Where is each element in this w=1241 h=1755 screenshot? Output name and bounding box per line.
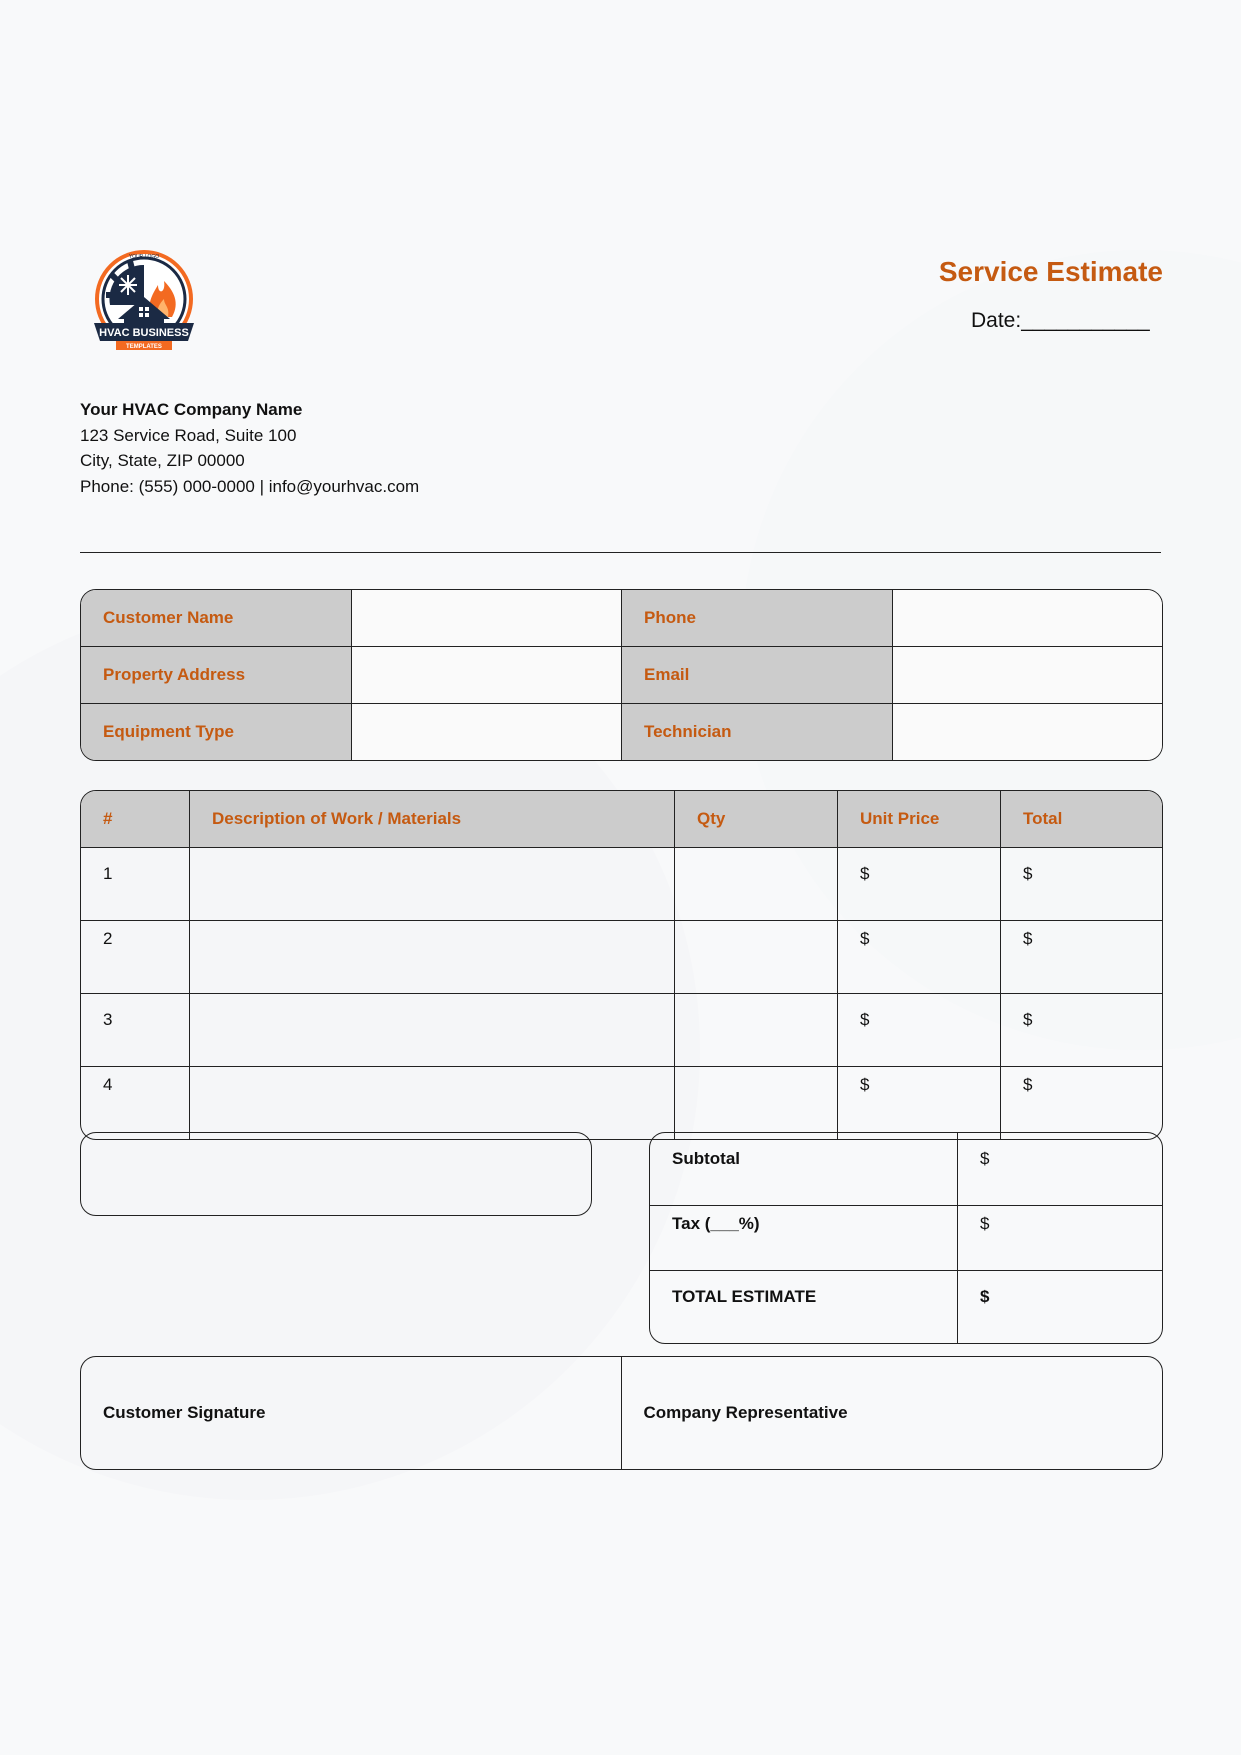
grand-total-value[interactable]: $ — [980, 1287, 990, 1306]
header-number: # — [81, 791, 190, 848]
header-description: Description of Work / Materials — [190, 791, 675, 848]
header-qty: Qty — [675, 791, 838, 848]
qty-cell[interactable] — [675, 994, 838, 1067]
document-title: Service Estimate — [938, 256, 1163, 287]
info-row — [81, 704, 1162, 760]
info-row — [81, 647, 1162, 704]
unit-price-cell[interactable]: $ — [838, 921, 1001, 994]
grand-total-label: TOTAL ESTIMATE — [650, 1271, 958, 1343]
info-row — [81, 590, 1162, 647]
totals-table — [649, 1132, 1163, 1344]
header-divider — [80, 552, 1161, 553]
grand-total-row — [650, 1271, 1162, 1343]
table-row — [81, 921, 1162, 994]
equipment-type-field[interactable] — [352, 704, 622, 760]
company-address-line-1: 123 Service Road, Suite 100 — [80, 425, 297, 445]
subtotal-row — [650, 1133, 1162, 1206]
customer-name-field[interactable] — [352, 590, 622, 647]
date-field[interactable]: Date:___________ — [971, 309, 1150, 332]
table-row — [81, 848, 1162, 921]
company-block — [80, 397, 419, 499]
phone-field[interactable] — [893, 590, 1162, 647]
row-number: 4 — [81, 1067, 190, 1139]
unit-price-cell[interactable]: $ — [838, 848, 1001, 921]
qty-cell[interactable] — [675, 921, 838, 994]
description-cell[interactable] — [190, 848, 675, 921]
unit-price-cell[interactable]: $ — [838, 1067, 1001, 1139]
items-header-row — [81, 791, 1162, 848]
signature-row — [81, 1357, 1162, 1469]
customer-signature-field[interactable]: Customer Signature — [81, 1357, 622, 1469]
total-cell[interactable]: $ — [1001, 848, 1162, 921]
equipment-type-label: Equipment Type — [81, 704, 352, 760]
company-name: Your HVAC Company Name — [80, 400, 303, 419]
company-contact: Phone: (555) 000-0000 | info@yourhvac.com — [80, 476, 420, 496]
company-logo — [88, 245, 204, 361]
company-representative-field[interactable]: Company Representative — [643, 1403, 848, 1422]
total-cell[interactable]: $ — [1023, 1075, 1033, 1094]
description-cell[interactable] — [190, 1067, 675, 1139]
table-row — [81, 994, 1162, 1067]
property-address-label: Property Address — [81, 647, 352, 704]
line-items-table — [80, 790, 1163, 1140]
logo-top-text: YOUR LOGO — [128, 254, 160, 260]
customer-name-label: Customer Name — [81, 590, 352, 647]
qty-cell[interactable] — [675, 1067, 838, 1139]
logo-banner-text: HVAC BUSINESS — [99, 327, 189, 339]
property-address-field[interactable] — [352, 647, 622, 704]
notes-box[interactable] — [80, 1132, 592, 1216]
total-cell[interactable]: $ — [1001, 994, 1162, 1067]
tax-value[interactable]: $ — [958, 1206, 1162, 1271]
email-label: Email — [622, 647, 893, 704]
header-unit-price: Unit Price — [838, 791, 1001, 848]
qty-cell[interactable] — [675, 848, 838, 921]
total-cell[interactable]: $ — [1001, 921, 1162, 994]
email-field[interactable] — [893, 647, 1162, 704]
row-number: 1 — [81, 848, 190, 921]
description-cell[interactable] — [190, 994, 675, 1067]
unit-price-cell[interactable]: $ — [838, 994, 1001, 1067]
company-address-line-2: City, State, ZIP 00000 — [80, 451, 245, 470]
subtotal-label: Subtotal — [650, 1133, 958, 1206]
technician-label: Technician — [622, 704, 893, 760]
header-total: Total — [1001, 791, 1162, 848]
table-row — [81, 1067, 1162, 1139]
tax-label: Tax (___%) — [650, 1206, 958, 1271]
signature-table — [80, 1356, 1163, 1470]
technician-field[interactable] — [893, 704, 1162, 760]
row-number: 2 — [81, 921, 190, 994]
phone-label: Phone — [622, 590, 893, 647]
customer-info-table — [80, 589, 1163, 761]
tax-row — [650, 1206, 1162, 1271]
row-number: 3 — [81, 994, 190, 1067]
logo-sub-text: TEMPLATES — [126, 344, 162, 350]
description-cell[interactable] — [190, 921, 675, 994]
subtotal-value[interactable]: $ — [958, 1133, 1162, 1206]
